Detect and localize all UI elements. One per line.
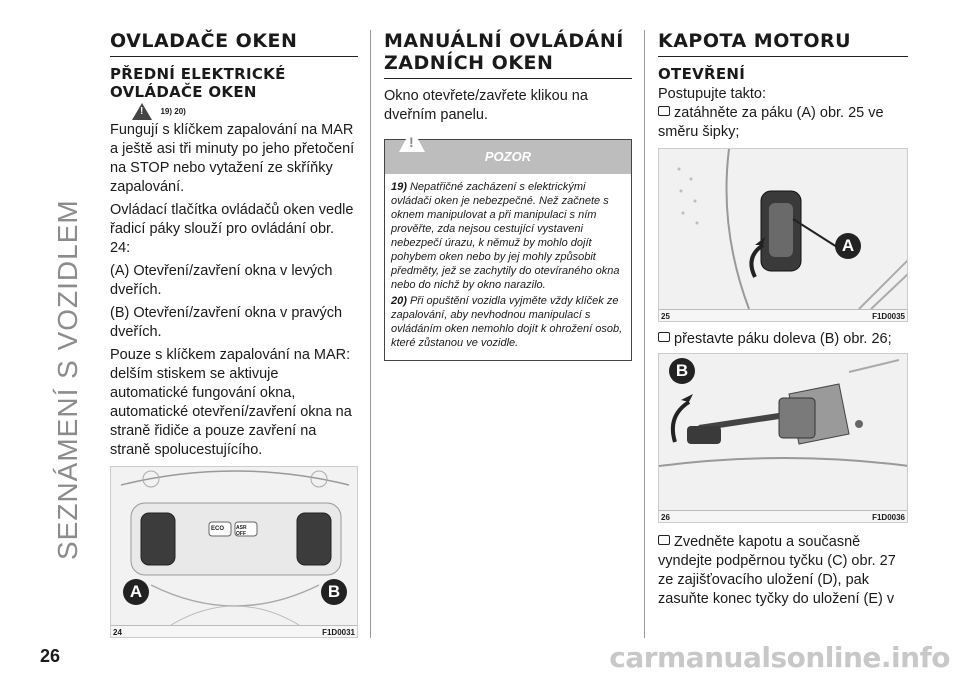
sidebar-chapter-text: SEZNÁMENÍ S VOZIDLEM: [52, 199, 83, 560]
warning-header: [385, 140, 631, 174]
warning-note-text: Při opuštění vozidla vyjměte vždy klíček ze zapalování, aby nevhodnou manipulací s ovládáním oken nemohlo dojít k ohrožení osob, které zůstanou ve vozidle.: [391, 295, 623, 349]
figure-24-caption: [111, 625, 357, 637]
figure-number: 25: [661, 312, 670, 321]
figure-label-a: A: [835, 233, 861, 259]
warning-note-number: 19): [391, 181, 407, 193]
figure-24: [110, 466, 358, 638]
heading-window-controls: OVLADAČE OKEN: [110, 30, 358, 57]
step-2-text: přestavte páku doleva (B) obr. 26;: [674, 331, 892, 347]
figure-code: F1D0035: [872, 312, 905, 321]
watermark: carmanualsonline.info: [609, 641, 950, 674]
column-divider: [370, 30, 371, 638]
column-engine-hood: [658, 30, 908, 613]
paragraph-3: (A) Otevření/zavření okna v levých dveřích.: [110, 263, 333, 298]
figure-label-b: B: [321, 579, 347, 605]
warning-note-number: 20): [391, 295, 407, 307]
button-eco-label: ECO: [211, 526, 225, 532]
figure-code: F1D0036: [872, 513, 905, 522]
subheading-opening: OTEVŘENÍ: [658, 65, 746, 83]
figure-label-a: A: [123, 579, 149, 605]
paragraph-manual: Okno otevřete/zavřete klikou na dveřním panelu.: [384, 88, 588, 123]
sidebar-chapter-title: [52, 199, 83, 560]
paragraph-4: (B) Otevření/zavření okna v pravých dveřích.: [110, 305, 343, 340]
step-bullet-icon: [658, 106, 670, 116]
hood-lever-illustration: [659, 149, 908, 309]
note-refs: 19) 20): [160, 107, 186, 117]
step-3-text: Zvedněte kapotu a současně vyndejte podpěrnou tyčku (C) obr. 27 ze zajišťovacího uložení (D), pak zasuňte konec tyčky do uložení (E) v: [658, 534, 896, 607]
column-manual-windows: [384, 30, 632, 361]
step-bullet-icon: [658, 535, 670, 545]
paragraph-5: Pouze s klíčkem zapalování na MAR: delším stiskem se aktivuje automatické fungování okna, automatické otevření/zavření okna na straně řidiče a pouze zavření na straně spolucestujícího.: [110, 347, 352, 458]
note-refs-row: [110, 103, 358, 119]
warning-note: [391, 180, 625, 292]
figure-26: [658, 353, 908, 523]
column-divider: [644, 30, 645, 638]
warning-note-text: Nepatřičné zacházení s elektrickými ovládači oken je nebezpečné. Než začnete s oknem manipulovat a při manipulaci s ním prověřte, zda nejsou cestující vystaveni nebezpečí úrazu, k němuž by mohlo dojít pohybem oken nebo by jej mohly způsobit předměty, jež se zachytily do otevíraného okna nebo do nichž by okno narazilo.: [391, 181, 620, 291]
figure-26-caption: [659, 510, 907, 522]
heading-manual-rear-windows: MANUÁLNÍ OVLÁDÁNÍ ZADNÍCH OKEN: [384, 30, 632, 79]
window-switch-illustration: [111, 467, 358, 625]
step-1-text: zatáhněte za páku (A) obr. 25 ve směru šipky;: [658, 105, 884, 140]
figure-label-b: B: [669, 358, 695, 384]
warning-note: [391, 294, 625, 350]
figure-code: F1D0031: [322, 628, 355, 637]
step-1: [658, 104, 908, 142]
page-number: 26: [40, 646, 61, 666]
warning-box: [384, 139, 632, 361]
button-asr-label: ASR OFF: [236, 525, 247, 537]
warning-icon: [132, 103, 152, 120]
intro-text: Postupujte takto:: [658, 86, 767, 102]
step-3: [658, 533, 908, 609]
paragraph-2: Ovládací tlačítka ovládačů oken vedle řadicí páky slouží pro ovládání obr. 24:: [110, 202, 354, 256]
subheading-front-electric: PŘEDNÍ ELEKTRICKÉ OVLÁDAČE OKEN: [110, 65, 286, 101]
figure-number: 24: [113, 628, 122, 637]
figure-number: 26: [661, 513, 670, 522]
figure-25: [658, 148, 908, 322]
step-bullet-icon: [658, 332, 670, 342]
step-2: [658, 330, 908, 349]
hood-latch-illustration: [659, 354, 908, 510]
figure-25-caption: [659, 309, 907, 321]
heading-engine-hood: KAPOTA MOTORU: [658, 30, 908, 57]
paragraph-1: Fungují s klíčkem zapalování na MAR a ještě asi tři minuty po jeho přetočení na STOP nebo vytažení ze skříňky zapalování.: [110, 122, 355, 195]
column-window-controls: [110, 30, 358, 638]
warning-body: [385, 174, 631, 360]
warning-title: POZOR: [484, 149, 532, 164]
